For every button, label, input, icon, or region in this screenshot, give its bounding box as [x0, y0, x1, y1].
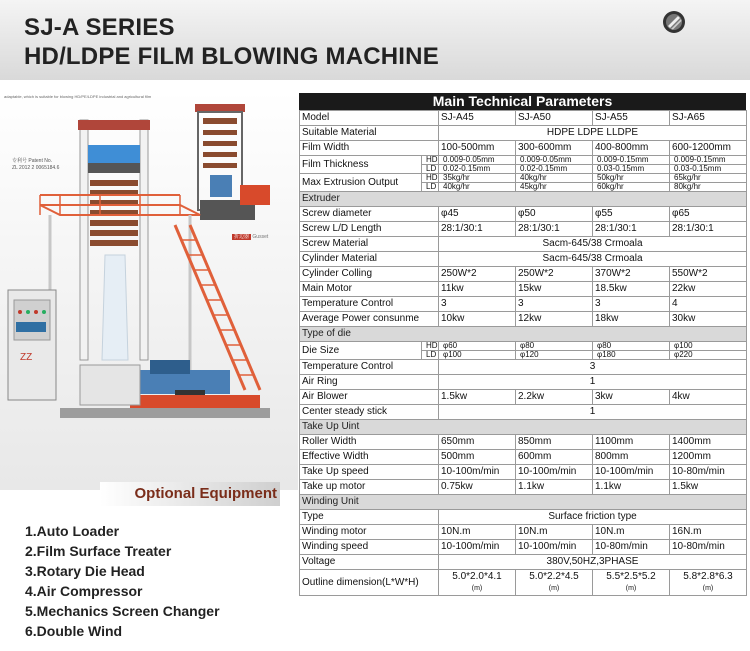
brand-logo-icon — [662, 10, 686, 34]
value-cell: 600-1200mm — [670, 141, 747, 156]
value-cell: 1200mm — [670, 450, 747, 465]
unit-label: (m) — [471, 585, 483, 592]
value-cell: φ80 — [597, 341, 612, 350]
table-row — [300, 510, 747, 525]
photo-caption: adaptable, which is suitable for blowing HD/PE/LDPE industrial and agricultural film — [4, 94, 152, 99]
value-cell: φ55 — [593, 207, 670, 222]
row-label: Average Power consunme — [300, 312, 439, 327]
row-label: Cylinder Material — [300, 252, 439, 267]
table-row — [300, 174, 747, 192]
table-row — [300, 297, 747, 312]
list-item: 5.Mechanics Screen Changer — [25, 603, 220, 619]
value-cell: φ45 — [439, 207, 516, 222]
value-cell: 1100mm — [593, 435, 670, 450]
table-row — [300, 540, 747, 555]
value-cell: 0.02-0.15mm — [439, 164, 515, 173]
value-cell: 3 — [439, 360, 747, 375]
value-cell: 50kg/hr — [597, 173, 624, 182]
value-cell: 3 — [439, 297, 516, 312]
table-row — [300, 405, 747, 420]
ld-tag: LD — [422, 182, 438, 191]
value-cell: 500mm — [439, 450, 516, 465]
spec-table-panel — [299, 93, 746, 596]
value-cell: 28:1/30:1 — [670, 222, 747, 237]
value-cell: HDPE LDPE LLDPE — [439, 126, 747, 141]
table-row — [300, 525, 747, 540]
row-label: Screw L/D Length — [300, 222, 439, 237]
value-cell: φ220 — [670, 350, 746, 359]
value-cell: φ60 — [443, 341, 458, 350]
patent-line2: ZL 2012 2 0065184.6 — [12, 165, 60, 171]
table-row — [300, 252, 747, 267]
hd-tag: HD — [426, 155, 438, 164]
row-label: Air Blower — [300, 390, 439, 405]
value-cell: 1400mm — [670, 435, 747, 450]
gusset-cn: 折边器 — [234, 234, 250, 240]
value-cell: 400-800mm — [593, 141, 670, 156]
value-cell: 30kw — [670, 312, 747, 327]
value-cell: 60kg/hr — [593, 182, 669, 191]
table-row — [300, 126, 747, 141]
row-label: Temperature Control — [300, 297, 439, 312]
value-cell: 40kg/hr — [439, 182, 515, 191]
value-cell: 10N.m — [593, 525, 670, 540]
value-cell: 5.5*2.5*5.2 — [606, 571, 656, 582]
value-cell: 1.5kw — [439, 390, 516, 405]
row-label: Effective Width — [300, 450, 439, 465]
value-cell: 1 — [439, 405, 747, 420]
table-row — [300, 222, 747, 237]
machine-photo — [0, 90, 298, 490]
value-cell: 35kg/hr — [443, 173, 470, 182]
table-row — [300, 360, 747, 375]
value-cell: φ65 — [670, 207, 747, 222]
row-label: Outline dimension(L*W*H) — [300, 570, 439, 596]
section-heading: Winding Unit — [300, 495, 747, 510]
value-cell: Sacm-645/38 Crmoala — [439, 252, 747, 267]
row-label: Center steady stick — [300, 405, 439, 420]
value-cell: φ120 — [516, 350, 592, 359]
table-row — [300, 267, 747, 282]
table-row — [300, 480, 747, 495]
value-cell: 650mm — [439, 435, 516, 450]
table-row — [300, 237, 747, 252]
table-row — [300, 435, 747, 450]
row-label: Film Thickness — [300, 156, 422, 174]
value-cell: 3 — [593, 297, 670, 312]
list-item: 1.Auto Loader — [25, 523, 120, 539]
unit-label: (m) — [625, 585, 637, 592]
machine-illustration — [0, 90, 298, 490]
value-cell: 65kg/hr — [674, 173, 701, 182]
value-cell: 600mm — [516, 450, 593, 465]
value-cell: 11kw — [439, 282, 516, 297]
control-cabinet — [8, 290, 56, 400]
section-heading: Type of die — [300, 327, 747, 342]
table-row — [300, 570, 747, 596]
value-cell: 550W*2 — [670, 267, 747, 282]
value-cell: 18kw — [593, 312, 670, 327]
row-label: Screw diameter — [300, 207, 439, 222]
value-cell: φ100 — [674, 341, 693, 350]
value-cell: 0.009-0.05mm — [520, 155, 572, 164]
hd-tag: HD — [426, 173, 438, 182]
value-cell: 10-80m/min — [670, 465, 747, 480]
list-item: 4.Air Compressor — [25, 583, 143, 599]
section-row — [300, 420, 747, 435]
value-cell: 45kg/hr — [516, 182, 592, 191]
value-cell: 3kw — [593, 390, 670, 405]
value-cell: 0.03-0.15mm — [670, 164, 746, 173]
value-cell: 1.1kw — [593, 480, 670, 495]
row-label: Roller Width — [300, 435, 439, 450]
value-cell: 10N.m — [439, 525, 516, 540]
unit-label: (m) — [702, 585, 714, 592]
gusset-en: Gusset — [252, 234, 269, 240]
list-item: 3.Rotary Die Head — [25, 563, 145, 579]
value-cell: 0.009-0.15mm — [674, 155, 726, 164]
value-cell: 850mm — [516, 435, 593, 450]
model-cell: SJ-A55 — [593, 111, 670, 126]
spec-table-title: Main Technical Parameters — [299, 93, 746, 110]
row-label: Temperature Control — [300, 360, 439, 375]
row-label: Winding speed — [300, 540, 439, 555]
value-cell: 0.75kw — [439, 480, 516, 495]
table-row — [300, 375, 747, 390]
value-cell: 15kw — [516, 282, 593, 297]
value-cell: 28:1/30:1 — [593, 222, 670, 237]
ld-tag: LD — [422, 164, 438, 173]
patent-line1: 专利号 Patent No. — [12, 158, 53, 164]
machine-title: HD/LDPE FILM BLOWING MACHINE — [24, 43, 439, 70]
unit-label: (m) — [548, 585, 560, 592]
row-label: Cylinder Colling — [300, 267, 439, 282]
value-cell: 300-600mm — [516, 141, 593, 156]
value-cell: 28:1/30:1 — [439, 222, 516, 237]
value-cell: 16N.m — [670, 525, 747, 540]
row-label: Film Width — [300, 141, 439, 156]
value-cell: 80kg/hr — [670, 182, 746, 191]
row-label: Main Motor — [300, 282, 439, 297]
row-label: Take Up speed — [300, 465, 439, 480]
value-cell: 10-100m/min — [516, 465, 593, 480]
value-cell: φ80 — [520, 341, 535, 350]
section-row — [300, 327, 747, 342]
optional-equipment-banner — [100, 482, 280, 506]
optional-equipment-heading: Optional Equipment — [134, 485, 277, 502]
section-heading: Extruder — [300, 192, 747, 207]
row-label: Take up motor — [300, 480, 439, 495]
value-cell: φ100 — [439, 350, 515, 359]
value-cell: 10-100m/min — [439, 465, 516, 480]
hd-tag: HD — [426, 341, 438, 350]
value-cell: 10N.m — [516, 525, 593, 540]
table-row — [300, 282, 747, 297]
value-cell: 1.5kw — [670, 480, 747, 495]
value-cell: 1 — [439, 375, 747, 390]
value-cell: 0.009-0.15mm — [597, 155, 649, 164]
value-cell: 10-100m/min — [516, 540, 593, 555]
value-cell: 10-80m/min — [670, 540, 747, 555]
value-cell: Surface friction type — [439, 510, 747, 525]
svg-text:ZZ: ZZ — [20, 352, 33, 363]
table-row — [300, 111, 747, 126]
section-row — [300, 495, 747, 510]
value-cell: φ180 — [593, 350, 669, 359]
list-item: 6.Double Wind — [25, 623, 123, 639]
header-banner — [0, 0, 750, 80]
value-cell: 22kw — [670, 282, 747, 297]
optional-equipment-list — [25, 521, 220, 641]
value-cell: 100-500mm — [439, 141, 516, 156]
row-label: Voltage — [300, 555, 439, 570]
row-label: Air Ring — [300, 375, 439, 390]
value-cell: 0.009-0.05mm — [443, 155, 495, 164]
value-cell: 5.8*2.8*6.3 — [683, 571, 733, 582]
value-cell: 40kg/hr — [520, 173, 547, 182]
table-row — [300, 156, 747, 174]
value-cell: 12kw — [516, 312, 593, 327]
row-label: Max Extrusion Output — [300, 174, 422, 192]
value-cell: 2.2kw — [516, 390, 593, 405]
value-cell: 10-100m/min — [439, 540, 516, 555]
value-cell: 28:1/30:1 — [516, 222, 593, 237]
ld-tag: LD — [422, 350, 438, 359]
value-cell: Sacm-645/38 Crmoala — [439, 237, 747, 252]
row-label: Screw Material — [300, 237, 439, 252]
row-label: Suitable Material — [300, 126, 439, 141]
value-cell: 250W*2 — [516, 267, 593, 282]
series-title: SJ-A SERIES — [24, 14, 175, 41]
table-row — [300, 312, 747, 327]
table-row — [300, 555, 747, 570]
table-row — [300, 342, 747, 360]
value-cell: 10kw — [439, 312, 516, 327]
model-cell: SJ-A45 — [439, 111, 516, 126]
row-label: Type — [300, 510, 439, 525]
value-cell: 18.5kw — [593, 282, 670, 297]
patent-label — [12, 158, 59, 172]
spec-table — [299, 110, 747, 596]
value-cell: 370W*2 — [593, 267, 670, 282]
gusset-label — [232, 233, 268, 240]
value-cell: 5.0*2.2*4.5 — [529, 571, 579, 582]
value-cell: 10-100m/min — [593, 465, 670, 480]
value-cell: 1.1kw — [516, 480, 593, 495]
value-cell: 0.03-0.15mm — [593, 164, 669, 173]
model-cell: SJ-A65 — [670, 111, 747, 126]
value-cell: 800mm — [593, 450, 670, 465]
value-cell: 4kw — [670, 390, 747, 405]
section-heading: Take Up Uint — [300, 420, 747, 435]
value-cell: φ50 — [516, 207, 593, 222]
value-cell: 380V,50HZ,3PHASE — [439, 555, 747, 570]
table-row — [300, 207, 747, 222]
table-row — [300, 450, 747, 465]
value-cell: 5.0*2.0*4.1 — [452, 571, 502, 582]
value-cell: 3 — [516, 297, 593, 312]
table-row — [300, 465, 747, 480]
value-cell: 10-80m/min — [593, 540, 670, 555]
table-row — [300, 390, 747, 405]
table-row — [300, 141, 747, 156]
value-cell: 0.02-0.15mm — [516, 164, 592, 173]
row-label: Die Size — [300, 342, 422, 360]
list-item: 2.Film Surface Treater — [25, 543, 172, 559]
value-cell: 250W*2 — [439, 267, 516, 282]
model-label: Model — [300, 111, 439, 126]
row-label: Winding motor — [300, 525, 439, 540]
model-cell: SJ-A50 — [516, 111, 593, 126]
value-cell: 4 — [670, 297, 747, 312]
section-row — [300, 192, 747, 207]
